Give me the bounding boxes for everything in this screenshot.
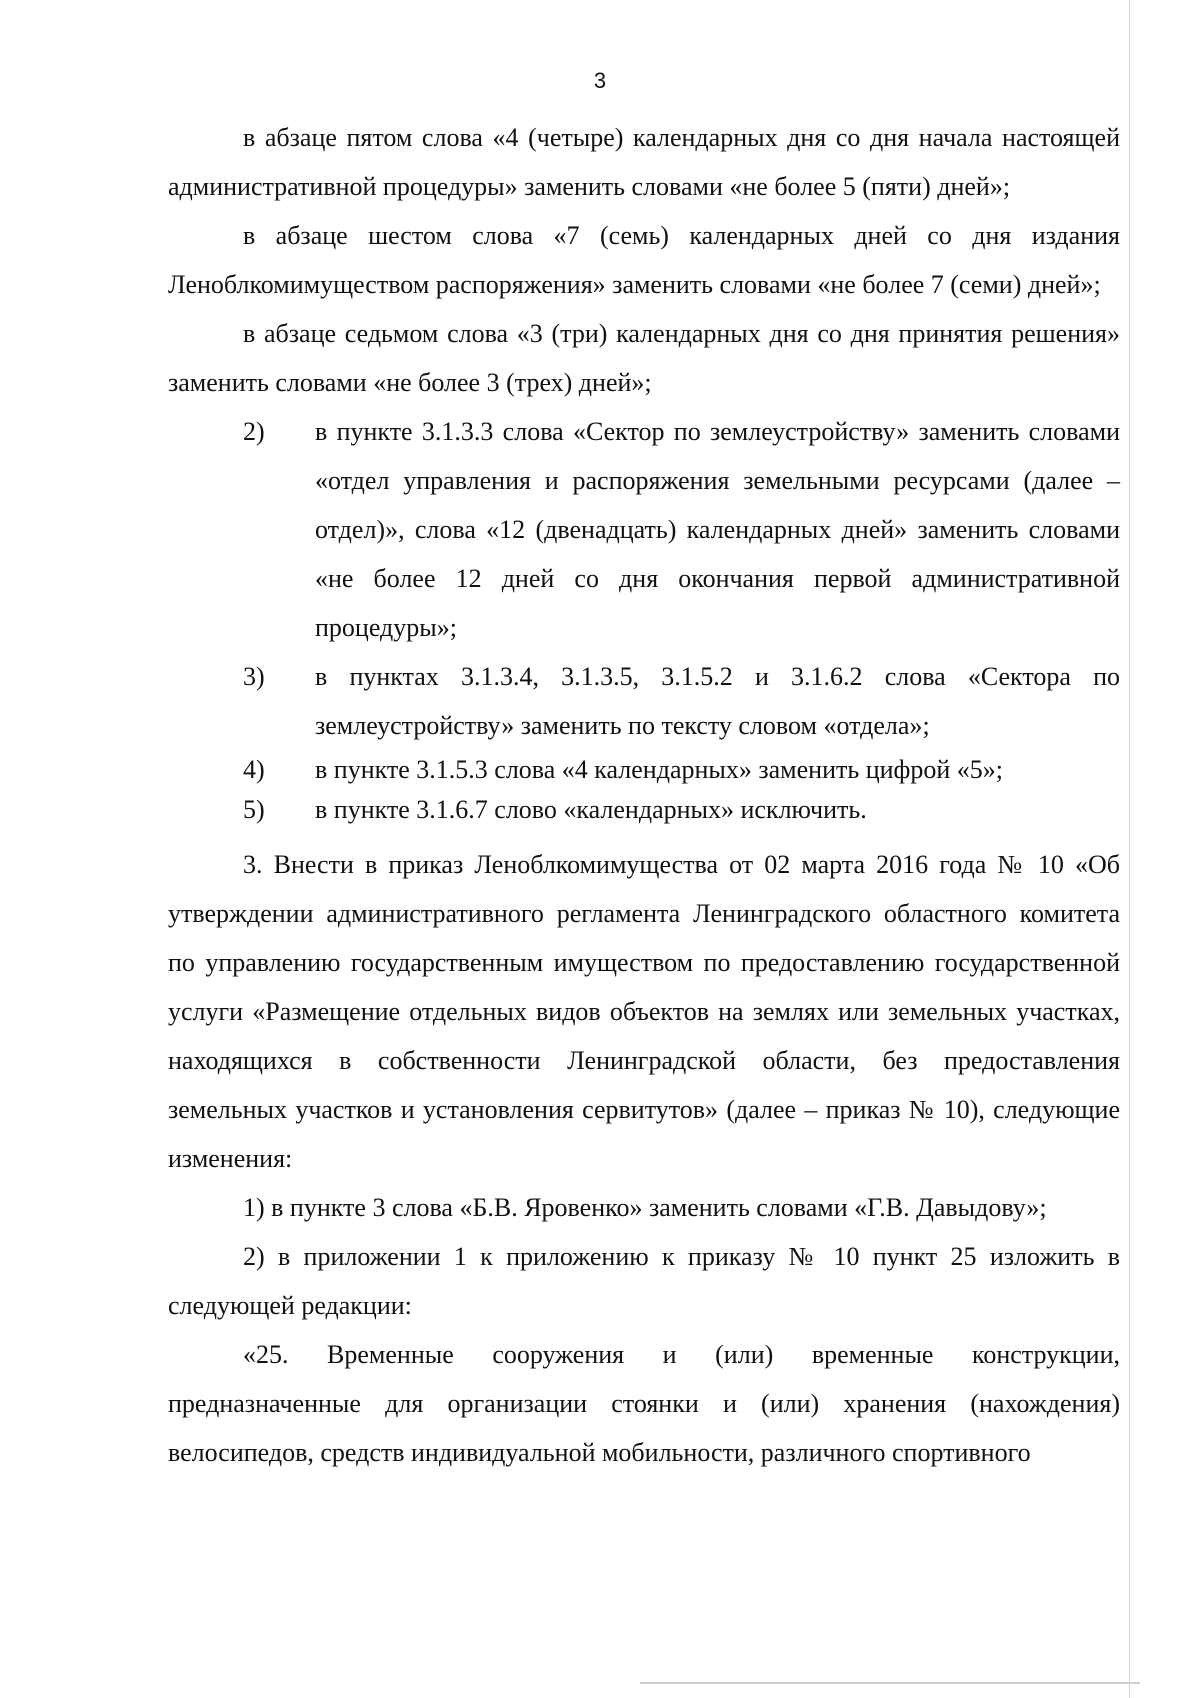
list-item-4-number: 4) bbox=[243, 755, 265, 784]
paragraph-3: в абзаце седьмом слова «3 (три) календарных дня со дня принятия решения» заменить словами «не более 3 (трех) дней»; bbox=[168, 319, 1120, 397]
list-item-5-number: 5) bbox=[243, 795, 265, 824]
list-item-3-number: 3) bbox=[243, 662, 265, 691]
list-item-3-text: в пунктах 3.1.3.4, 3.1.3.5, 3.1.5.2 и 3.1.6.2 слова «Сектора по землеустройству» заменить по тексту словом «отдела»; bbox=[315, 662, 1120, 740]
paragraph-item-1: 1) в пункте 3 слова «Б.В. Яровенко» заменить словами «Г.В. Давыдову»; bbox=[243, 1193, 1047, 1222]
list-item-4-text: в пункте 3.1.5.3 слова «4 календарных» заменить цифрой «5»; bbox=[315, 755, 1004, 784]
list-item-2-text: в пункте 3.1.3.3 слова «Сектор по землеустройству» заменить словами «отдел управления и распоряжения земельными ресурсами (далее – отдел)», слова «12 (двенадцать) календарных дней» заменить словами «не более 12 дней со дня окончания первой административной процедуры»; bbox=[315, 417, 1120, 642]
paragraph-1: в абзаце пятом слова «4 (четыре) календарных дня со дня начала настоящей административной процедуры» заменить словами «не более 5 (пяти) дней»; bbox=[168, 123, 1120, 201]
paragraph-section-3: 3. Внести в приказ Леноблкомимущества от 02 марта 2016 года № 10 «Об утверждении административного регламента Ленинградского областного комитета по управлению государственным имуществом по предоставлению государственной услуги «Размещение отдельных видов объектов на землях или земельных участках, находящихся в собственности Ленинградской области, без предоставления земельных участков и установления сервитутов» (далее – приказ № 10), следующие изменения: bbox=[168, 850, 1120, 1173]
list-item-2 bbox=[168, 407, 1120, 652]
document-body bbox=[168, 113, 1120, 1477]
list-item-5 bbox=[168, 790, 1120, 830]
page-number: 3 bbox=[593, 68, 607, 93]
paragraph-2: в абзаце шестом слова «7 (семь) календарных дней со дня издания Леноблкомимуществом распоряжения» заменить словами «не более 7 (семи) дней»; bbox=[168, 221, 1120, 299]
paragraph-item-25: «25. Временные сооружения и (или) временные конструкции, предназначенные для организации стоянки и (или) хранения (нахождения) велосипедов, средств индивидуальной мобильности, различного спортивного bbox=[168, 1340, 1120, 1467]
paragraph-item-2: 2) в приложении 1 к приложению к приказу № 10 пункт 25 изложить в следующей редакции: bbox=[168, 1242, 1120, 1320]
scan-bottom-line bbox=[640, 1682, 1140, 1684]
list-item-5-text: в пункте 3.1.6.7 слово «календарных» исключить. bbox=[315, 795, 867, 824]
list-item-4 bbox=[168, 750, 1120, 790]
scan-edge-line bbox=[1129, 0, 1130, 1698]
list-item-3 bbox=[168, 652, 1120, 750]
list-item-2-number: 2) bbox=[243, 417, 265, 446]
